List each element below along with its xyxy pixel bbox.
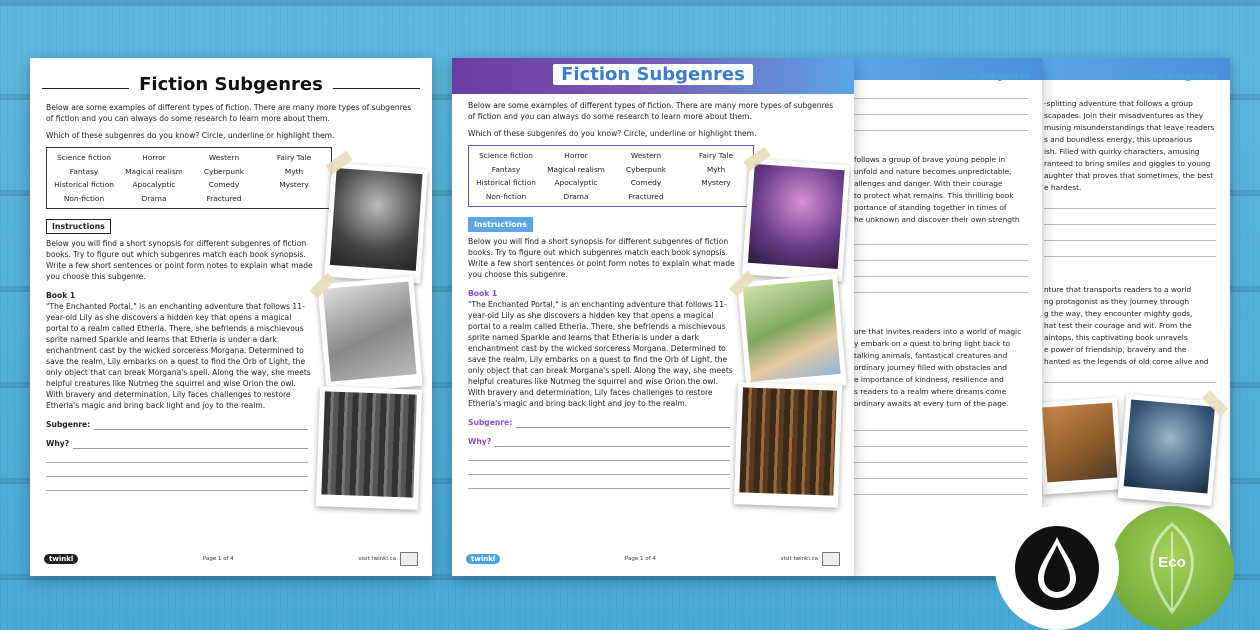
genre-item: Comedy — [208, 180, 240, 189]
writing-line — [1044, 208, 1216, 209]
book-label: Book 1 — [468, 289, 498, 298]
subgenre-label: Subgenre: — [46, 420, 91, 429]
worksheet-page-bw — [30, 58, 432, 576]
genre-item: Magical realism — [125, 166, 183, 176]
girl-reading-photo — [317, 276, 422, 394]
genre-item: Myth — [284, 166, 304, 176]
synopsis-line: e hardest. — [1044, 183, 1082, 192]
page-footer — [466, 550, 840, 568]
forest-photo — [742, 159, 850, 282]
answer-line — [516, 419, 730, 428]
why-field[interactable] — [46, 438, 308, 449]
synopsis-line: scapades. Join their misadventures as they — [1044, 111, 1204, 120]
synopsis-text: "The Enchanted Portal," is an enchanting adventure that follows 11-year-old Lily as she discovers a hidden key that opens a magical portal to a realm called Etheria. There, she befriends a mischievous sprite named Sparkle and learns that Etheria is under a dark enchantment cast by the wicked sorceress Morgana. Determined to save the realm, Lily embarks on a quest to find the Orb of Light, the only object that can break Morgana's spell. Along the way, she meets helpful creatures like Nutmeg the squirrel and wise Orion the owl. With bravery and determination, Lily faces challenges to restore Etheria's magic and bring back light and joy to the realm. — [468, 300, 733, 408]
genre-item: Fairy Tale — [698, 151, 734, 160]
twinkl-logo: twinkl — [466, 554, 500, 564]
synopsis-line: follows a group of brave young people in — [854, 155, 1006, 164]
genre-item: Fractured — [628, 191, 664, 201]
synopsis-line: e power of friendship, bravery and the — [1044, 345, 1187, 354]
genre-item: Science fiction — [57, 153, 111, 162]
genre-item: Horror — [564, 151, 588, 160]
synopsis-line: ish. Filled with quirky characters, amusing — [1044, 147, 1200, 156]
page-title — [452, 64, 854, 85]
genre-item: Fantasy — [69, 166, 99, 176]
writing-line — [1044, 256, 1216, 257]
genre-item: Myth — [706, 164, 726, 174]
page-number: Page 1 of 4 — [624, 556, 656, 562]
synopsis-line: talking animals, fantastical creatures and — [854, 351, 1008, 360]
page-number: Page 1 of 4 — [202, 556, 234, 562]
synopsis-line: nture that transports readers to a world — [1044, 285, 1192, 294]
synopsis-line: allenges and danger. With their courage — [854, 179, 1003, 188]
genre-item: Cyberpunk — [625, 164, 667, 174]
god-statue-photo — [1118, 394, 1221, 506]
subgenre-field[interactable] — [468, 417, 730, 428]
genre-item: Magical realism — [547, 164, 605, 174]
page-header — [452, 58, 854, 94]
genre-item: Science fiction — [479, 151, 533, 160]
site-link[interactable]: visit twinkl.ca — [358, 556, 396, 562]
page-title: Fiction Subgenres — [1131, 72, 1218, 82]
genre-item: Western — [208, 153, 240, 162]
writing-line — [468, 475, 730, 489]
synopsis-line: aughter that proves that sometimes, the best — [1044, 171, 1214, 180]
synopsis-line: ordinary journey filled with obstacles and — [854, 363, 1007, 372]
genre-item: Apocalyptic — [554, 178, 598, 187]
writing-line — [1044, 240, 1216, 241]
writing-line — [46, 463, 308, 477]
synopsis-line: ranteed to bring smiles and giggles to young — [1044, 159, 1211, 168]
answer-line — [73, 440, 308, 449]
instructions-text: Below you will find a short synopsis for different subgenres of fiction books. Try to figure out which subgenres match each book synopsis. Write a few short sentences or point form notes to explain what made you choose this subgenre. — [46, 239, 313, 281]
worksheet-page-color — [452, 58, 854, 576]
instructions-text: Below you will find a short synopsis for different subgenres of fiction books. Try to figure out which subgenres match each book synopsis. Write a few short sentences or point form notes to explain what made you choose this subgenre. — [468, 237, 735, 279]
answer-line — [94, 421, 308, 430]
genre-item: Cyberpunk — [203, 166, 245, 176]
twinkl-logo: twinkl — [44, 554, 78, 564]
writing-line — [854, 430, 1028, 431]
intro-text: Below are some examples of different types of fiction. There are many more types of subgenres of fiction and you can always do some research to learn more about them. — [468, 101, 834, 121]
page-footer — [44, 550, 418, 568]
board-seam — [0, 0, 1260, 6]
why-label: Why? — [46, 439, 70, 448]
synopsis-line: musing misunderstandings that leave readers — [1044, 123, 1215, 132]
writing-line — [854, 292, 1028, 293]
genre-item: Drama — [141, 193, 167, 203]
genre-item: Fairy Tale — [276, 153, 312, 162]
synopsis-line: e importance of kindness, resilience and — [854, 375, 1004, 384]
writing-line — [468, 461, 730, 475]
synopsis-line: y embark on a quest to bring light back to — [854, 339, 1011, 348]
writing-line — [468, 447, 730, 461]
synopsis-line: to protect what remains. This thrilling book — [854, 191, 1014, 200]
genre-item: Mystery — [279, 180, 309, 189]
synopsis-line: -splitting adventure that follows a group — [1044, 99, 1193, 108]
ink-saver-badge — [995, 506, 1119, 630]
genre-grid — [46, 147, 332, 209]
eco-label: Eco — [1158, 554, 1186, 571]
worksheet-page-4 — [1040, 58, 1230, 576]
synopsis-line: ng protagonist as they journey through — [1044, 297, 1190, 306]
writing-line — [854, 260, 1028, 261]
synopsis-line: ure that invites readers into a world of magic — [854, 327, 1022, 336]
genre-item: Fractured — [206, 193, 242, 203]
why-label: Why? — [468, 437, 492, 446]
synopsis-line: hanted as the legends of old come alive and — [1044, 357, 1209, 366]
horse-photo — [1040, 397, 1123, 494]
ink-drop-icon — [1012, 523, 1102, 613]
page-header — [30, 58, 432, 98]
worksheet-page-3 — [850, 58, 1042, 576]
writing-line — [1044, 382, 1216, 383]
ask-text: Which of these subgenres do you know? Circle, underline or highlight them. — [468, 129, 757, 138]
writing-line — [854, 446, 1028, 447]
genre-item: Historical fiction — [54, 180, 114, 189]
genre-item — [259, 193, 329, 205]
page-title — [30, 74, 432, 95]
instructions-label: Instructions — [46, 219, 111, 234]
genre-item: Historical fiction — [476, 178, 536, 187]
why-field[interactable] — [468, 436, 730, 447]
subgenre-label: Subgenre: — [468, 418, 513, 427]
intro-text: Below are some examples of different types of fiction. There are many more types of subgenres of fiction and you can always do some research to learn more about them. — [46, 103, 412, 123]
synopsis-line: hat test their courage and wit. From the — [1044, 321, 1192, 330]
bookshelf-photo — [734, 382, 842, 508]
writing-line — [46, 477, 308, 491]
answer-line — [495, 438, 730, 447]
forest-photo — [324, 163, 428, 283]
writing-line — [854, 114, 1028, 115]
ask-text: Which of these subgenres do you know? Circle, underline or highlight them. — [46, 131, 335, 140]
synopsis-line: s and boundless energy, this uproarious — [1044, 135, 1193, 144]
writing-line — [854, 276, 1028, 277]
synopsis-line: aintops, this captivating book unravels — [1044, 333, 1188, 342]
writing-line — [854, 98, 1028, 99]
genre-item: Drama — [563, 191, 589, 201]
genre-item — [681, 191, 751, 203]
genre-item: Apocalyptic — [132, 180, 176, 189]
quality-badge-icon — [400, 552, 418, 566]
genre-item: Fantasy — [491, 164, 521, 174]
page-title-text: Fiction Subgenres — [129, 74, 333, 95]
synopsis-line: g the way, they encounter mighty gods, — [1044, 309, 1193, 318]
synopsis-line: he unknown and discover their own strength — [854, 215, 1020, 224]
writing-line — [854, 494, 1028, 495]
synopsis-text: "The Enchanted Portal," is an enchanting adventure that follows 11-year-old Lily as she discovers a hidden key that opens a magical portal to a realm called Etheria. There, she befriends a mischievous sprite named Sparkle and learns that Etheria is under a dark enchantment cast by the wicked sorceress Morgana. Determined to save the realm, Lily embarks on a quest to find the Orb of Light, the only object that can break Morgana's spell. Along the way, she meets helpful creatures like Nutmeg the squirrel and wise Orion the owl. With bravery and determination, Lily faces challenges to restore Etheria's magic and bring back light and joy to the realm. — [46, 302, 311, 410]
instructions-label: Instructions — [468, 217, 533, 232]
bookshelf-photo — [316, 386, 422, 509]
genre-grid — [468, 145, 754, 207]
genre-item: Non-fiction — [485, 191, 527, 201]
genre-item: Comedy — [630, 178, 662, 187]
subgenre-field[interactable] — [46, 419, 308, 430]
girl-reading-photo — [737, 274, 846, 394]
writing-line — [854, 244, 1028, 245]
quality-badge-icon — [822, 552, 840, 566]
synopsis-line: ordinary awaits at every turn of the page. — [854, 399, 1009, 408]
page-title: Fiction Subgenres — [943, 72, 1030, 82]
genre-item: Horror — [142, 153, 166, 162]
synopsis-line: unfold and nature becomes unpredictable, — [854, 167, 1012, 176]
writing-line — [854, 130, 1028, 131]
eco-badge — [1110, 506, 1234, 630]
genre-item: Western — [630, 151, 662, 160]
book-label: Book 1 — [46, 291, 76, 300]
page-title-text: Fiction Subgenres — [553, 64, 753, 85]
writing-line — [854, 462, 1028, 463]
genre-item: Mystery — [701, 178, 731, 187]
genre-item: Non-fiction — [63, 193, 105, 203]
site-link[interactable]: visit twinkl.ca — [780, 556, 818, 562]
writing-line — [46, 449, 308, 463]
writing-line — [1044, 224, 1216, 225]
synopsis-line: s readers to a realm where dreams come — [854, 387, 1007, 396]
synopsis-line: portance of standing together in times of — [854, 203, 1007, 212]
writing-line — [854, 478, 1028, 479]
